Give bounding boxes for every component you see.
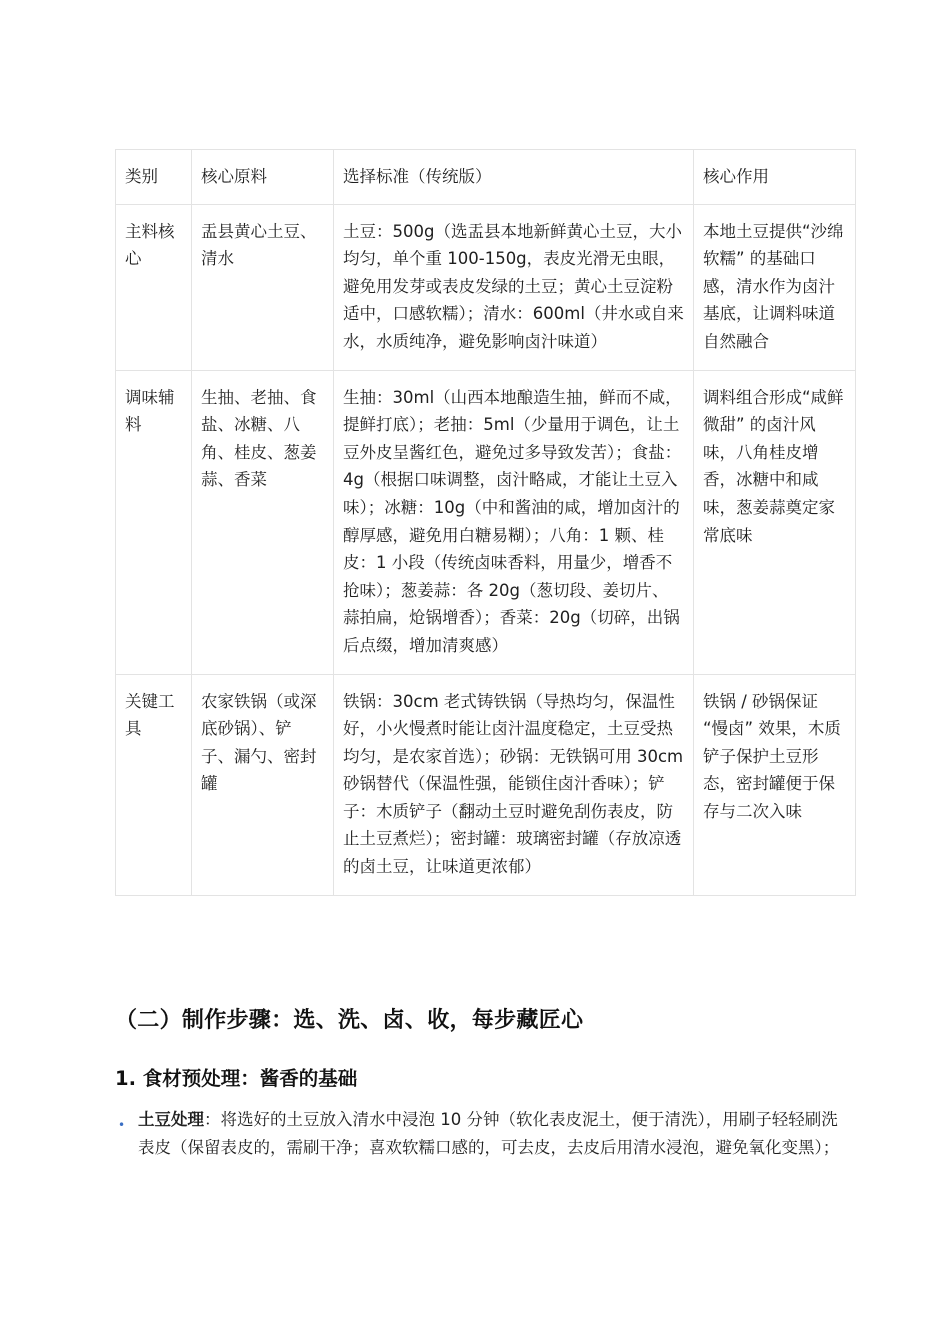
bullet-text: ：将选好的土豆放入清水中浸泡 10 分钟（软化表皮泥土，便于清洗），用刷子轻轻刷洗表皮（保留表皮的，需刷干净；喜欢软糯口感的，可去皮，去皮后用清水浸泡，避免氧化变黑）； (138, 1110, 840, 1157)
bullet-list (115, 1106, 845, 1162)
cell-role: 铁锅 / 砂锅保证 “慢卤” 效果，木质铲子保护土豆形态，密封罐便于保存与二次入味 (694, 674, 856, 895)
cell-standard: 土豆：500g（选盂县本地新鲜黄心土豆，大小均匀，单个重 100-150g，表皮光滑无虫眼，避免用发芽或表皮发绿的土豆；黄心土豆淀粉适中，口感软糯）；清水：600ml（井水或自来水，水质纯净，避免影响卤汁味道） (334, 204, 694, 370)
cell-ingredients: 生抽、老抽、食盐、冰糖、八角、桂皮、葱姜蒜、香菜 (192, 370, 334, 674)
bullet-dot-icon: • (118, 1118, 126, 1132)
cell-category: 主料核心 (116, 204, 192, 370)
subsection-heading: 1. 食材预处理：酱香的基础 (115, 1067, 358, 1090)
table-header-row (116, 150, 856, 205)
cell-standard: 铁锅：30cm 老式铸铁锅（导热均匀，保温性好，小火慢煮时能让卤汁温度稳定，土豆受热均匀，是农家首选）；砂锅：无铁锅可用 30cm 砂锅替代（保温性强，能锁住卤汁香味）；铲子：木质铲子（翻动土豆时避免刮伤表皮，防止土豆煮烂）；密封罐：玻璃密封罐（存放凉透的卤土豆，让味道更浓郁） (334, 674, 694, 895)
table-row (116, 370, 856, 674)
cell-category: 调味辅料 (116, 370, 192, 674)
table-row (116, 674, 856, 895)
header-category: 类别 (116, 150, 192, 205)
cell-role: 调料组合形成“咸鲜微甜” 的卤汁风味，八角桂皮增香，冰糖中和咸味，葱姜蒜奠定家常底味 (694, 370, 856, 674)
ingredients-table (115, 149, 856, 896)
section-heading: （二）制作步骤：选、洗、卤、收，每步藏匠心 (115, 1008, 584, 1033)
cell-category: 关键工具 (116, 674, 192, 895)
cell-ingredients: 农家铁锅（或深底砂锅）、铲子、漏勺、密封罐 (192, 674, 334, 895)
header-role: 核心作用 (694, 150, 856, 205)
cell-standard: 生抽：30ml（山西本地酿造生抽，鲜而不咸，提鲜打底）；老抽：5ml（少量用于调色，让土豆外皮呈酱红色，避免过多导致发苦）；食盐：4g（根据口味调整，卤汁略咸，才能让土豆入味）；冰糖：10g（中和酱油的咸，增加卤汁的醇厚感，避免用白糖易糊）；八角：1 颗、桂皮：1 小段（传统卤味香料，用量少，增香不抢味）；葱姜蒜：各 20g（葱切段、姜切片、蒜拍扁，炝锅增香）；香菜：20g（切碎，出锅后点缀，增加清爽感） (334, 370, 694, 674)
cell-ingredients: 盂县黄心土豆、清水 (192, 204, 334, 370)
cell-role: 本地土豆提供“沙绵软糯” 的基础口感，清水作为卤汁基底，让调料味道自然融合 (694, 204, 856, 370)
header-ingredients: 核心原料 (192, 150, 334, 205)
header-standard: 选择标准（传统版） (334, 150, 694, 205)
table-row (116, 204, 856, 370)
bullet-label: 土豆处理 (138, 1110, 204, 1129)
list-item (115, 1106, 845, 1162)
